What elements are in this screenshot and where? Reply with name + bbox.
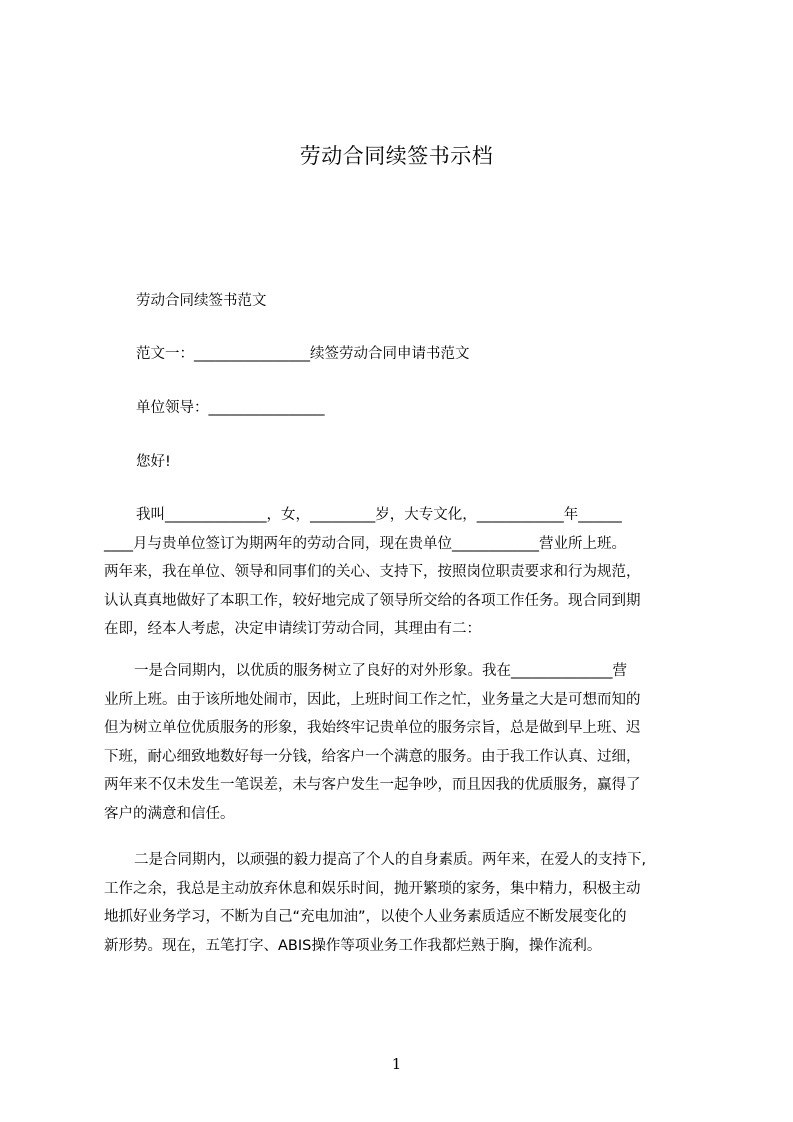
greeting-line: 您好! xyxy=(136,454,171,470)
paragraph-line: 地抓好业务学习，不断为自己“充电加油”，以使个人业务素质适应不断发展变化的 xyxy=(104,909,627,925)
paragraph-line: 我叫______________，女，_________岁，大专文化，____________年______ xyxy=(136,507,622,523)
sample-line: 范文一：________________续签劳动合同申请书范文 xyxy=(136,346,470,362)
paragraph-line: 在即，经本人考虑，决定申请续订劳动合同，其理由有二： xyxy=(104,621,481,637)
paragraph-line: 认认真真地做好了本职工作，较好地完成了领导所交给的各项工作任务。现合同到期 xyxy=(104,592,641,609)
paragraph-line: 下班，耐心细致地数好每一分钱，给客户一个满意的服务。由于我工作认真、过细， xyxy=(104,748,641,765)
paragraph-line: 新形势。现在，五笔打字、ABIS操作等项业务工作我都烂熟于胸，操作流利。 xyxy=(104,937,602,954)
paragraph-line: 业所上班。由于该所地处闹市，因此，上班时间工作之忙，业务量之大是可想而知的 xyxy=(104,691,641,708)
page-number: 1 xyxy=(391,1055,402,1073)
paragraph-line: 二是合同期内，以顽强的毅力提高了个人的自身素质。两年来，在爱人的支持下, xyxy=(134,852,647,868)
paragraph-line: 一是合同期内，以优质的服务树立了良好的对外形象。我在______________营 xyxy=(134,663,627,679)
paragraph-line: ____月与贵单位签订为期两年的劳动合同，现在贵单位____________营业所上班。 xyxy=(104,535,626,552)
paragraph-line: 但为树立单位优质服务的形象，我始终牢记贵单位的服务宗旨，总是做到早上班、迟 xyxy=(104,720,641,736)
paragraph-line: 客户的满意和信任。 xyxy=(104,805,235,822)
addressee-line: 单位领导：________________ xyxy=(136,400,325,416)
paragraph-line: 两年来不仅未发生一笔误差，未与客户发生一起争吵，而且因我的优质服务，赢得了 xyxy=(104,777,641,793)
document-heading: 劳动合同续签书范文 xyxy=(136,293,267,309)
paragraph-reason-two xyxy=(104,846,704,960)
paragraph-introduction xyxy=(104,501,704,644)
paragraph-reason-one xyxy=(104,657,704,828)
paragraph-line: 工作之余，我总是主动放弃休息和娱乐时间，抛开繁琐的家务，集中精力，积极主动 xyxy=(104,880,641,897)
paragraph-line: 两年来，我在单位、领导和同事们的关心、支持下，按照岗位职责要求和行为规范， xyxy=(104,564,641,580)
document-title: 劳动合同续签书示档 xyxy=(299,144,494,168)
